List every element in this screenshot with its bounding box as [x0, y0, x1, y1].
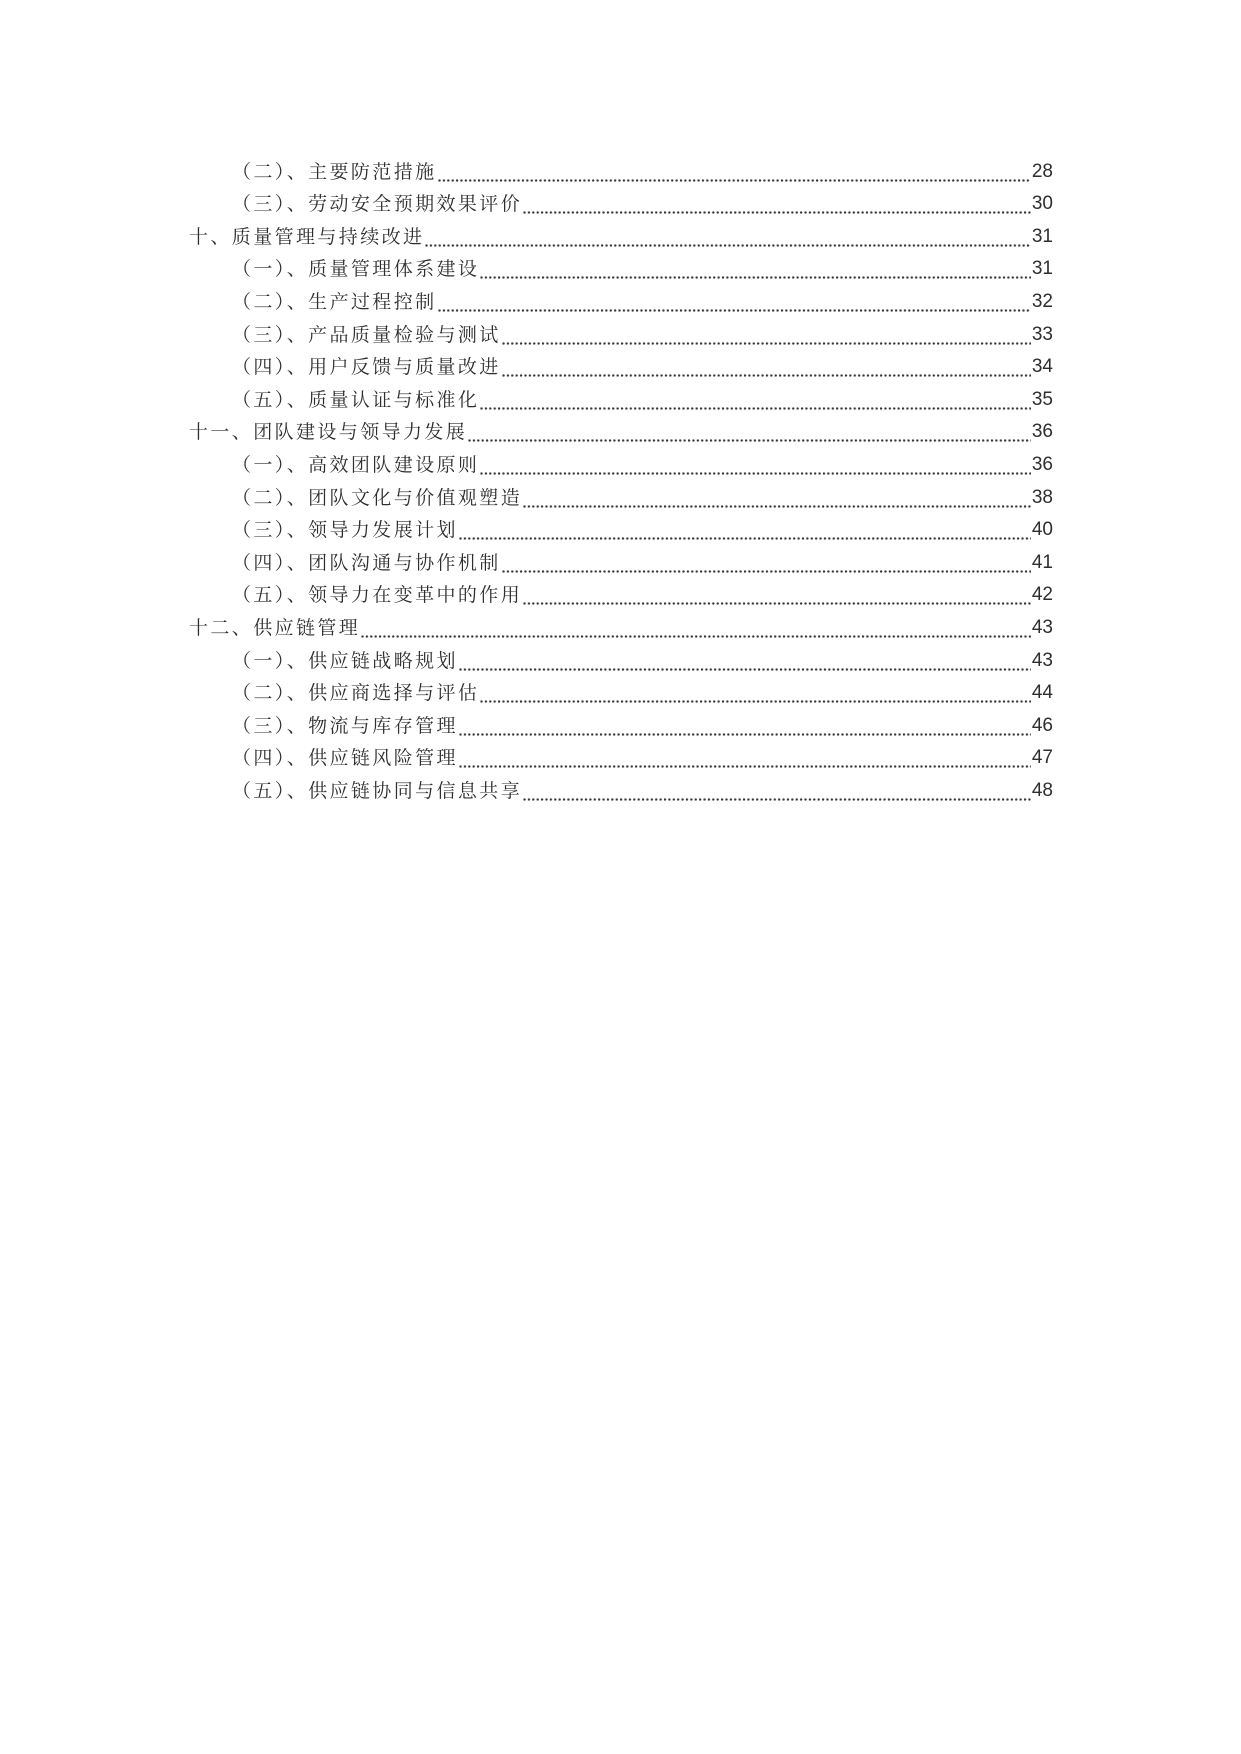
toc-dot-leader	[459, 746, 1031, 770]
toc-page-number: 33	[1031, 323, 1053, 345]
toc-page-number: 36	[1031, 453, 1053, 475]
toc-entry[interactable]	[189, 444, 1053, 477]
toc-entry[interactable]	[189, 281, 1053, 314]
toc-dot-leader	[480, 681, 1031, 705]
toc-page-number: 28	[1031, 160, 1053, 182]
toc-entry-title: （三）、物流与库存管理	[232, 714, 458, 737]
toc-entry[interactable]	[189, 477, 1053, 510]
toc-entry-title: 十、质量管理与持续改进	[189, 225, 425, 248]
toc-entry[interactable]	[189, 510, 1053, 543]
toc-dot-leader	[361, 616, 1031, 640]
toc-entry-title: （二）、团队文化与价值观塑造	[232, 486, 523, 509]
toc-entry-title: （四）、供应链风险管理	[232, 747, 458, 770]
toc-dot-leader	[480, 257, 1031, 281]
toc-dot-leader	[502, 323, 1031, 347]
toc-dot-leader	[468, 420, 1031, 444]
toc-dot-leader	[459, 518, 1031, 542]
toc-entry-title: （一）、供应链战略规划	[232, 649, 458, 672]
toc-entry[interactable]	[189, 249, 1053, 282]
toc-page-number: 31	[1031, 225, 1053, 247]
toc-dot-leader	[502, 551, 1031, 575]
toc-page-number: 48	[1031, 779, 1053, 801]
toc-entry-title: （五）、供应链协同与信息共享	[232, 779, 523, 802]
toc-entry[interactable]	[189, 542, 1053, 575]
toc-dot-leader	[502, 355, 1031, 379]
toc-dot-leader	[438, 290, 1031, 314]
toc-entry-title: （一）、质量管理体系建设	[232, 258, 480, 281]
toc-dot-leader	[523, 486, 1031, 510]
toc-page-number: 32	[1031, 290, 1053, 312]
toc-entry-title: （四）、团队沟通与协作机制	[232, 551, 501, 574]
toc-entry-title: （三）、劳动安全预期效果评价	[232, 193, 523, 216]
toc-entry[interactable]	[189, 575, 1053, 608]
toc-page-number: 34	[1031, 356, 1053, 378]
toc-dot-leader	[459, 714, 1031, 738]
toc-entry[interactable]	[189, 673, 1053, 706]
toc-entry[interactable]	[189, 738, 1053, 771]
toc-entry-title: （五）、质量认证与标准化	[232, 388, 480, 411]
toc-entry-title: （二）、生产过程控制	[232, 290, 437, 313]
toc-entry-title: 十二、供应链管理	[189, 616, 361, 639]
toc-entry[interactable]	[189, 640, 1053, 673]
toc-chapter-entry[interactable]	[189, 216, 1053, 249]
toc-dot-leader	[523, 779, 1031, 803]
toc-entry[interactable]	[189, 184, 1053, 217]
toc-entry-title: （三）、产品质量检验与测试	[232, 323, 501, 346]
toc-entry-title: （二）、主要防范措施	[232, 160, 437, 183]
toc-dot-leader	[480, 453, 1031, 477]
toc-entry[interactable]	[189, 314, 1053, 347]
toc-entry-title: （四）、用户反馈与质量改进	[232, 356, 501, 379]
toc-dot-leader	[523, 583, 1031, 607]
toc-chapter-entry[interactable]	[189, 607, 1053, 640]
toc-page-number: 41	[1031, 551, 1053, 573]
toc-entry-title: （三）、领导力发展计划	[232, 519, 458, 542]
toc-entry-title: 十一、团队建设与领导力发展	[189, 421, 468, 444]
toc-dot-leader	[438, 160, 1031, 184]
table-of-contents	[189, 151, 1053, 803]
toc-entry[interactable]	[189, 379, 1053, 412]
toc-page-number: 38	[1031, 486, 1053, 508]
toc-page-number: 43	[1031, 616, 1053, 638]
toc-chapter-entry[interactable]	[189, 412, 1053, 445]
toc-page-number: 35	[1031, 388, 1053, 410]
toc-dot-leader	[480, 388, 1031, 412]
toc-page-number: 31	[1031, 258, 1053, 280]
toc-dot-leader	[459, 649, 1031, 673]
toc-page-number: 42	[1031, 584, 1053, 606]
toc-entry-title: （五）、领导力在变革中的作用	[232, 584, 523, 607]
toc-page-number: 30	[1031, 193, 1053, 215]
toc-page-number: 46	[1031, 714, 1053, 736]
toc-entry[interactable]	[189, 151, 1053, 184]
toc-dot-leader	[523, 192, 1031, 216]
toc-entry-title: （一）、高效团队建设原则	[232, 453, 480, 476]
toc-entry-title: （二）、供应商选择与评估	[232, 682, 480, 705]
toc-page-number: 40	[1031, 519, 1053, 541]
toc-entry[interactable]	[189, 705, 1053, 738]
toc-entry[interactable]	[189, 347, 1053, 380]
toc-page-number: 47	[1031, 747, 1053, 769]
toc-dot-leader	[425, 225, 1030, 249]
toc-page-number: 36	[1031, 421, 1053, 443]
toc-page-number: 43	[1031, 649, 1053, 671]
toc-entry[interactable]	[189, 770, 1053, 803]
toc-page-number: 44	[1031, 682, 1053, 704]
